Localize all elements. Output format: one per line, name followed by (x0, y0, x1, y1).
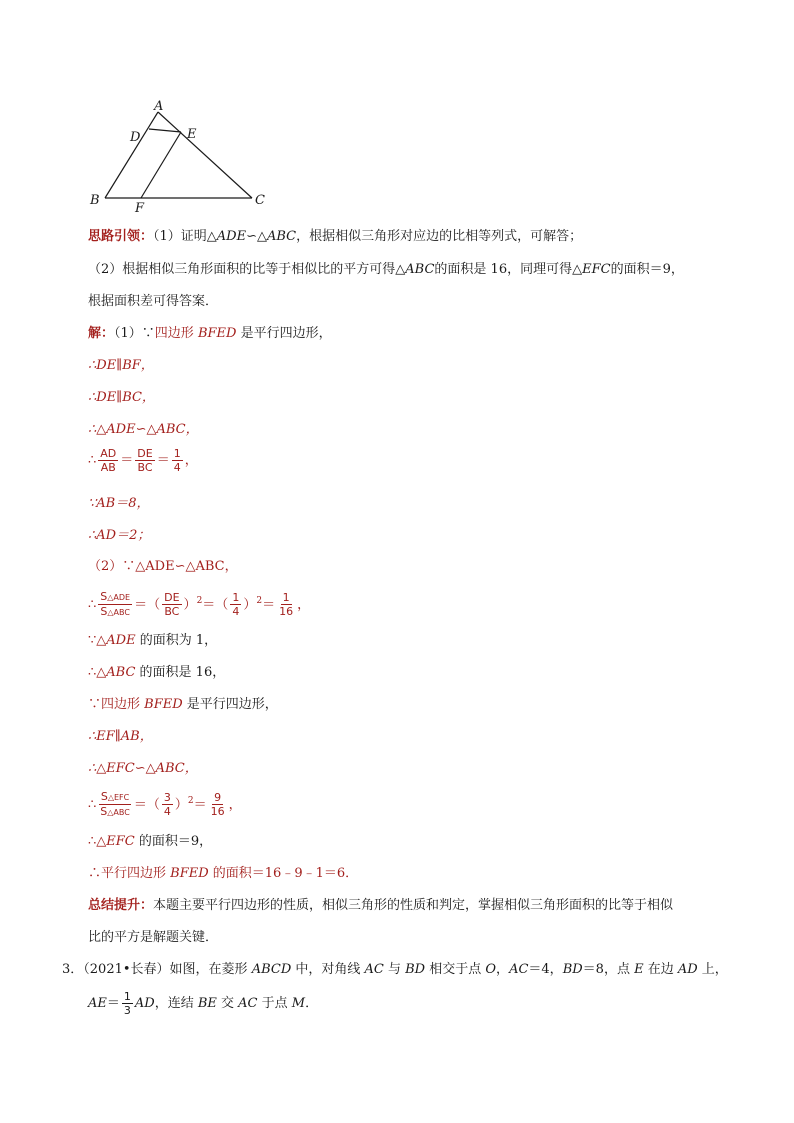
summary-label: 总结提升： (88, 898, 154, 913)
solution-line-9: ∴ $\frac{\text{S△ADE}}{\text{S△ABC}}$ ＝（ $\frac{DE}{BC}$ ）$^2$＝（ $\frac{1}{4}$ ）$^2$＝ $\frac{1}{16}$ ， (88, 590, 311, 619)
side-ab (105, 112, 158, 198)
solution-line-8: （2）∵△ADE∽△ABC， (88, 559, 238, 574)
solution-line-12: ∵四边形 BFED 是平行四边形， (88, 697, 278, 712)
label-f: F (135, 201, 145, 213)
fraction-area-ade-abc: $\frac{\text{S△ADE}}{\text{S△ABC}}$ (100, 590, 131, 619)
side-ac (158, 112, 252, 198)
problem-number: 3． (62, 962, 84, 977)
label-c: C (255, 193, 265, 208)
solution-line-3: ∴DE∥BC， (88, 390, 155, 405)
hint-line-1: 思路引领：（1）证明△ADE∽△ABC，根据相似三角形对应边的比相等列式，可解答； (88, 229, 583, 244)
fraction-one-quarter: $\frac{1}{4}$ (173, 447, 181, 474)
solution-line-6: ∵AB＝8， (88, 496, 150, 511)
solution-line-14: ∴△EFC∽△ABC， (88, 761, 198, 776)
label-e: E (187, 127, 197, 142)
solution-line-11: ∴△ABC 的面积是 16， (88, 665, 226, 680)
solution-line-10: ∵△ADE 的面积为 1， (88, 633, 218, 648)
fraction-area-efc-abc: $\frac{\text{S△EFC}}{\text{S△ABC}}$ (100, 790, 130, 819)
hint-line-2: （2）根据相似三角形面积的比等于相似比的平方可得△ABC的面积是 16，同理可得△EFC的面积＝9， (88, 262, 684, 277)
label-b: B (90, 193, 100, 208)
fraction-de-bc: $\frac{DE}{BC}$ (137, 447, 153, 474)
summary-line-1: 总结提升：本题主要平行四边形的性质，相似三角形的性质和判定，掌握相似三角形面积的比等于相似 (88, 898, 674, 913)
solution-line-16: ∴△EFC 的面积＝9， (88, 834, 213, 849)
solution-line-15: ∴ $\frac{\text{S△EFC}}{\text{S△ABC}}$ ＝（ $\frac{3}{4}$ ）$^2$＝ $\frac{9}{16}$ ， (88, 790, 242, 819)
fraction-de-bc-2: $\frac{DE}{BC}$ (164, 591, 180, 619)
solution-line-7: ∴AD＝2； (88, 528, 151, 543)
solution-line-13: ∴EF∥AB， (88, 729, 153, 744)
fraction-one-third: $\frac{1}{3}$ (123, 990, 131, 1017)
problem-3-line-1: 3．（2021•长春）如图，在菱形 ABCD 中，对角线 AC 与 BD 相交于点 O，AC＝4，BD＝8，点 E 在边 AD 上， (62, 962, 728, 977)
triangle-figure (85, 98, 275, 213)
fraction-three-quarters: $\frac{3}{4}$ (163, 791, 171, 819)
summary-line-2: 比的平方是解题关键． (88, 930, 219, 945)
solution-line-5: ∴ $\frac{AD}{AB}$ ＝ $\frac{DE}{BC}$ ＝ $\frac{1}{4}$ ， (88, 447, 198, 474)
problem-3-line-2: AE＝ $\frac{1}{3}$ AD，连结 BE 交 AC 于点 M． (88, 990, 319, 1017)
fraction-ad-ab: $\frac{AD}{AB}$ (100, 447, 117, 474)
hint-line-3: 根据面积差可得答案． (88, 294, 219, 309)
hint-label: 思路引领： (88, 229, 154, 244)
solution-line-4: ∴△ADE∽△ABC， (88, 422, 199, 437)
segment-ef (141, 132, 181, 198)
fraction-nine-sixteenths: $\frac{9}{16}$ (210, 791, 225, 819)
label-a: A (154, 99, 164, 114)
solution-line-17: ∴平行四边形 BFED 的面积＝16﹣9﹣1＝6． (88, 866, 359, 881)
solution-line-2: ∴DE∥BF， (88, 358, 154, 373)
label-d: D (130, 130, 141, 145)
fraction-one-quarter-2: $\frac{1}{4}$ (232, 591, 240, 619)
fraction-one-sixteenth: $\frac{1}{16}$ (279, 591, 294, 619)
solution-line-1: 解：（1）∵四边形 BFED 是平行四边形， (88, 326, 332, 341)
